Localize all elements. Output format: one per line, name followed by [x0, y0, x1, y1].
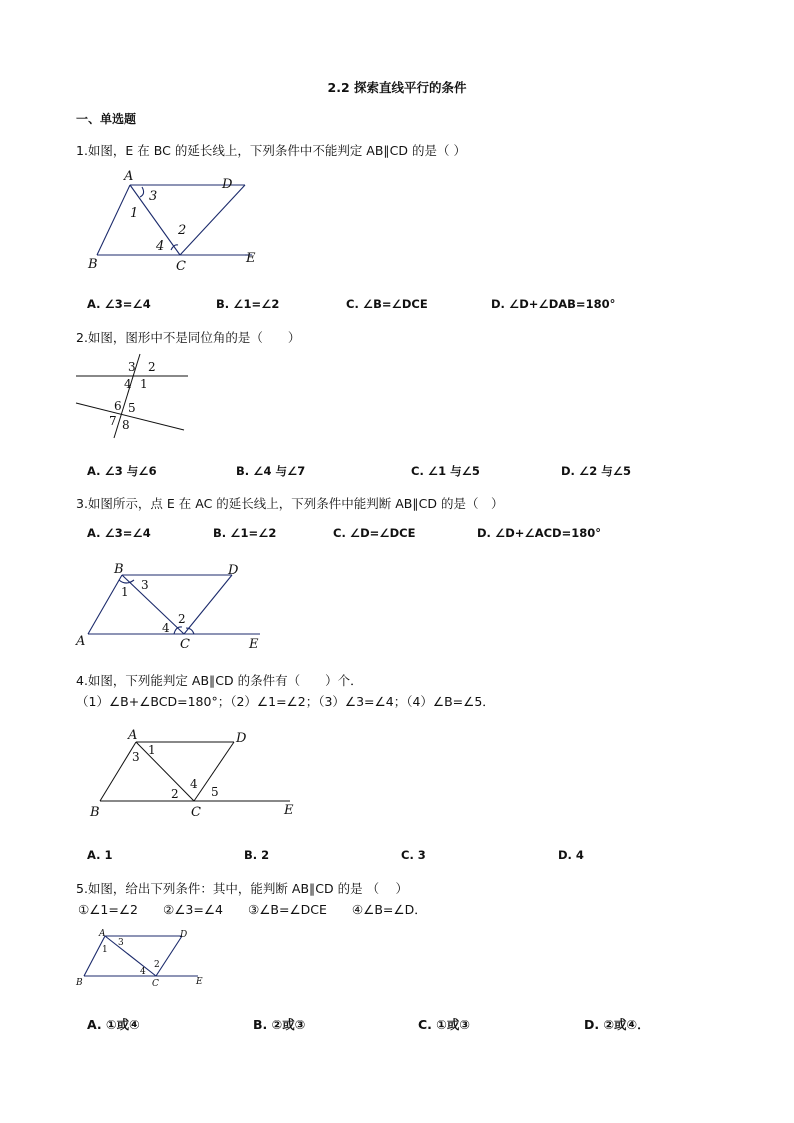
q4-option-d[interactable]: D. 4: [558, 848, 584, 862]
fig4-label-1: 1: [148, 743, 156, 757]
fig3-label-4: 4: [162, 621, 170, 635]
fig1-label-B: B: [88, 257, 98, 272]
question-5-conditions: ①∠1=∠2 ②∠3=∠4 ③∠B=∠DCE ④∠B=∠D．: [78, 902, 427, 917]
question-3-figure: [74, 558, 274, 656]
fig4-label-A: A: [128, 728, 138, 743]
fig2-label-8: 8: [122, 418, 130, 432]
fig3-label-C: C: [180, 637, 190, 652]
fig5-label-4: 4: [140, 967, 146, 977]
fig4-label-5: 5: [211, 785, 219, 799]
fig1-label-D: D: [222, 177, 233, 192]
fig3-label-E: E: [249, 637, 259, 652]
question-5-stem: 5.如图，给出下列条件：其中，能判断 AB∥CD 的是 （ ）: [76, 881, 409, 896]
fig2-label-5: 5: [128, 401, 136, 415]
fig2-label-1: 1: [140, 377, 148, 391]
q2-option-b[interactable]: B. ∠4 与∠7: [236, 464, 306, 478]
q3-option-a[interactable]: A. ∠3=∠4: [87, 526, 151, 540]
fig3-label-D: D: [228, 563, 239, 578]
fig3-label-A: A: [76, 634, 86, 649]
section-heading: 一、单选题: [76, 112, 137, 126]
fig4-label-2: 2: [171, 787, 179, 801]
q1-option-b[interactable]: B. ∠1=∠2: [216, 297, 280, 311]
fig1-label-E: E: [246, 251, 256, 266]
fig2-label-7: 7: [109, 414, 117, 428]
fig1-label-3: 3: [149, 189, 158, 204]
fig5-label-2: 2: [154, 960, 160, 970]
q4-option-c[interactable]: C. 3: [401, 848, 426, 862]
fig2-label-6: 6: [114, 399, 122, 413]
q3-option-d[interactable]: D. ∠D+∠ACD=180°: [477, 526, 601, 540]
fig3-label-2: 2: [178, 612, 186, 626]
q2-option-d[interactable]: D. ∠2 与∠5: [561, 464, 632, 478]
question-4-conditions: （1）∠B+∠BCD=180°；（2）∠1=∠2；（3）∠3=∠4；（4）∠B=∠5．: [76, 694, 495, 709]
fig5-label-A: A: [99, 929, 106, 939]
q2-option-a[interactable]: A. ∠3 与∠6: [87, 464, 157, 478]
question-4-stem: 4.如图，下列能判定 AB∥CD 的条件有（ ）个．: [76, 673, 363, 688]
fig4-label-E: E: [284, 803, 294, 818]
q4-option-a[interactable]: A. 1: [87, 848, 113, 862]
question-2-figure: [72, 352, 192, 440]
question-5-figure: [74, 926, 214, 990]
fig4-label-D: D: [236, 731, 247, 746]
fig3-label-1: 1: [121, 585, 129, 599]
fig2-label-4: 4: [124, 377, 132, 391]
question-1-stem: 1.如图，E 在 BC 的延长线上，下列条件中不能判定 AB∥CD 的是（ ）: [76, 143, 466, 158]
fig3-label-B: B: [114, 562, 124, 577]
fig4-label-4: 4: [190, 777, 198, 791]
q1-option-d[interactable]: D. ∠D+∠DAB=180°: [491, 297, 616, 311]
fig5-label-D: D: [180, 930, 188, 940]
q1-option-a[interactable]: A. ∠3=∠4: [87, 297, 151, 311]
question-4-figure: [84, 726, 304, 822]
fig1-label-1: 1: [130, 206, 139, 221]
question-1-figure: [80, 164, 270, 276]
fig5-label-C: C: [152, 979, 159, 989]
fig1-label-2: 2: [178, 223, 187, 238]
question-3-stem: 3.如图所示，点 E 在 AC 的延长线上，下列条件中能判断 AB∥CD 的是（ ）: [76, 496, 504, 511]
fig2-label-2: 2: [148, 360, 156, 374]
fig5-label-E: E: [196, 977, 203, 987]
q5-option-d[interactable]: D. ②或④．: [584, 1017, 650, 1032]
q5-option-b[interactable]: B. ②或③: [253, 1017, 306, 1032]
fig1-label-4: 4: [156, 239, 165, 254]
fig5-label-3: 3: [118, 938, 124, 948]
fig1-label-A: A: [124, 169, 134, 184]
q1-option-c[interactable]: C. ∠B=∠DCE: [346, 297, 428, 311]
fig2-label-3: 3: [128, 360, 136, 374]
q2-option-c[interactable]: C. ∠1 与∠5: [411, 464, 480, 478]
fig4-label-3: 3: [132, 750, 140, 764]
q3-option-b[interactable]: B. ∠1=∠2: [213, 526, 277, 540]
question-2-stem: 2.如图，图形中不是同位角的是（ ）: [76, 330, 301, 345]
fig3-label-3: 3: [141, 578, 149, 592]
fig4-label-B: B: [90, 805, 100, 820]
q3-option-c[interactable]: C. ∠D=∠DCE: [333, 526, 416, 540]
fig5-label-1: 1: [102, 945, 108, 955]
fig1-label-C: C: [176, 259, 186, 274]
q5-option-a[interactable]: A. ①或④: [87, 1017, 140, 1032]
fig5-label-B: B: [76, 978, 83, 988]
q5-option-c[interactable]: C. ①或③: [418, 1017, 470, 1032]
page-title: 2.2 探索直线平行的条件: [327, 80, 467, 95]
fig4-label-C: C: [191, 805, 201, 820]
q4-option-b[interactable]: B. 2: [244, 848, 270, 862]
